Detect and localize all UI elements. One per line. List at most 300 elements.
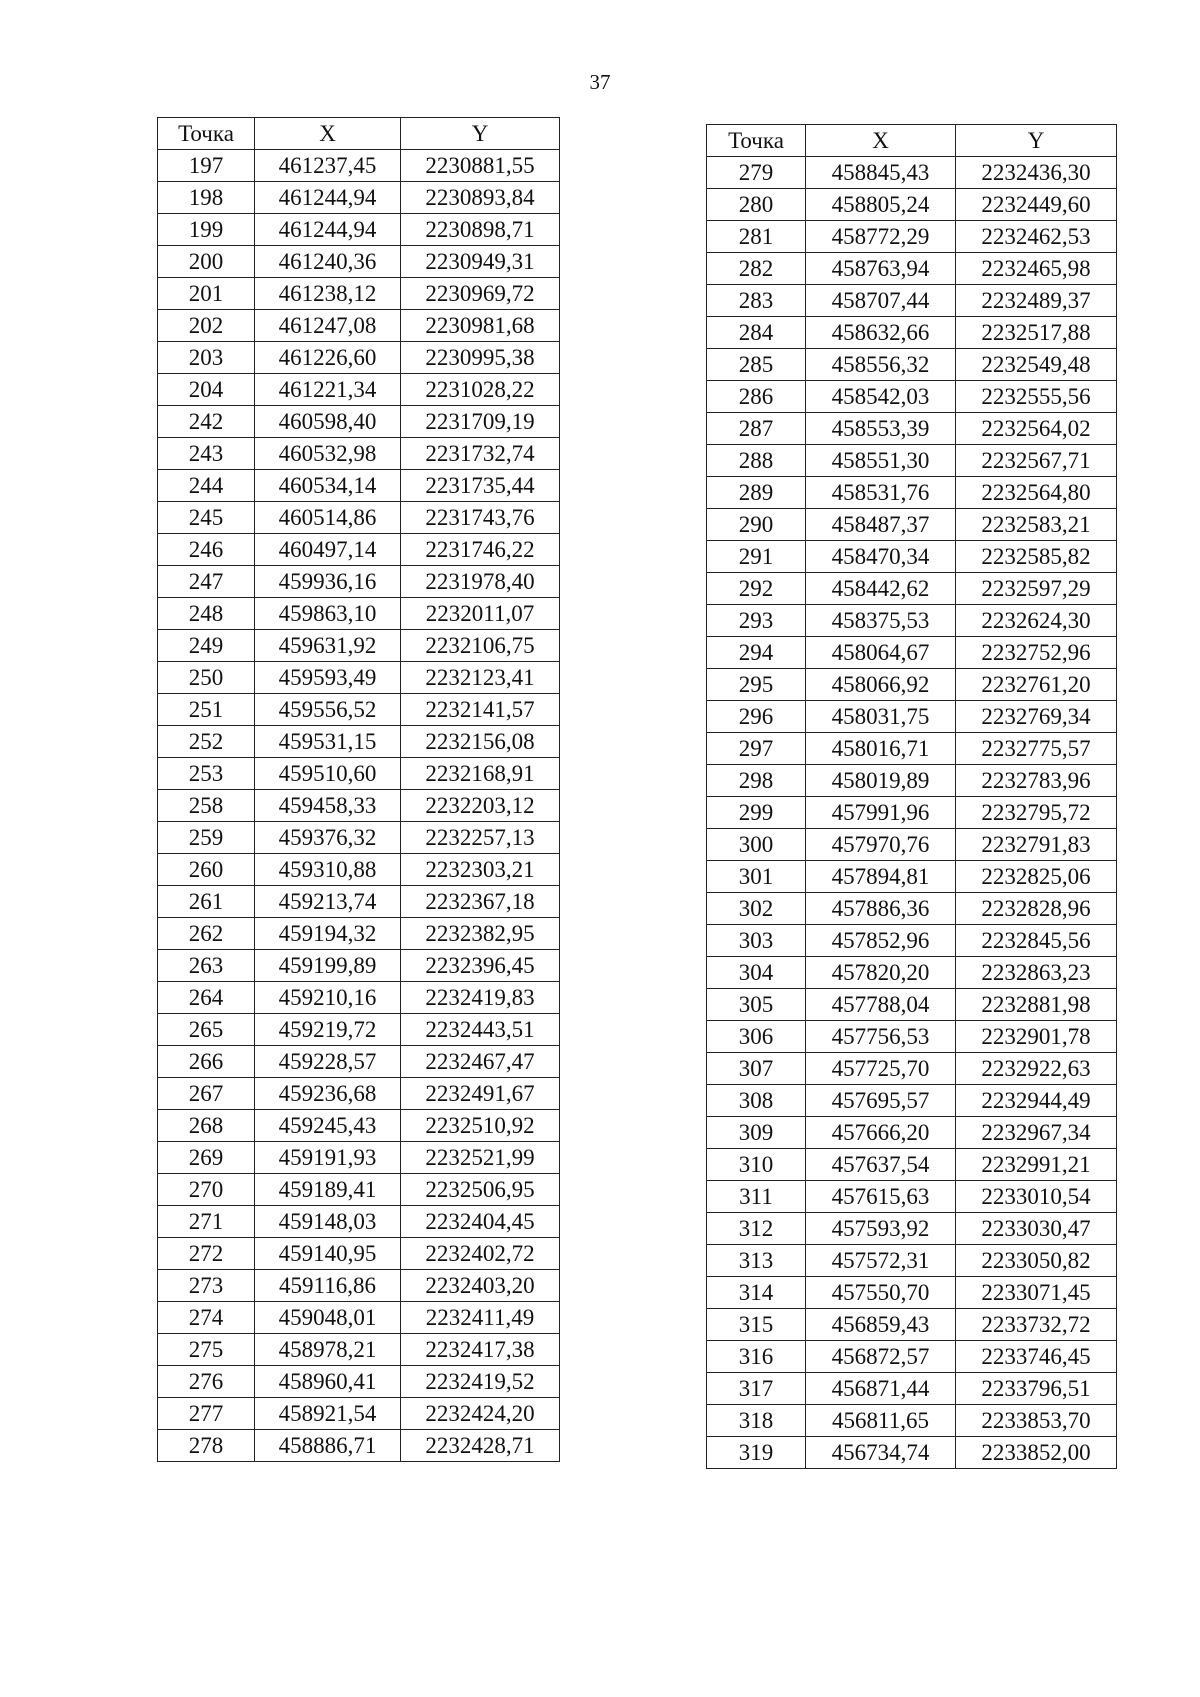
table-row bbox=[707, 1213, 1117, 1245]
cell-x: 457725,70 bbox=[806, 1053, 956, 1085]
cell-point: 200 bbox=[158, 246, 255, 278]
cell-y: 2233050,82 bbox=[956, 1245, 1117, 1277]
cell-x: 457991,96 bbox=[806, 797, 956, 829]
table-row bbox=[158, 278, 560, 310]
cell-x: 459236,68 bbox=[255, 1078, 401, 1110]
table-row bbox=[158, 1398, 560, 1430]
cell-point: 287 bbox=[707, 413, 806, 445]
cell-point: 261 bbox=[158, 886, 255, 918]
cell-point: 298 bbox=[707, 765, 806, 797]
cell-point: 289 bbox=[707, 477, 806, 509]
cell-y: 2232382,95 bbox=[401, 918, 560, 950]
cell-point: 244 bbox=[158, 470, 255, 502]
cell-y: 2232624,30 bbox=[956, 605, 1117, 637]
table-header-row bbox=[707, 125, 1117, 157]
cell-x: 459936,16 bbox=[255, 566, 401, 598]
cell-x: 456871,44 bbox=[806, 1373, 956, 1405]
cell-point: 293 bbox=[707, 605, 806, 637]
cell-x: 461240,36 bbox=[255, 246, 401, 278]
cell-y: 2232417,38 bbox=[401, 1334, 560, 1366]
table-row bbox=[158, 822, 560, 854]
table-row bbox=[707, 1309, 1117, 1341]
table-row bbox=[707, 701, 1117, 733]
cell-y: 2232419,52 bbox=[401, 1366, 560, 1398]
cell-point: 312 bbox=[707, 1213, 806, 1245]
cell-y: 2232303,21 bbox=[401, 854, 560, 886]
table-row bbox=[158, 374, 560, 406]
coordinates-table-right bbox=[706, 124, 1117, 1469]
cell-y: 2232585,82 bbox=[956, 541, 1117, 573]
cell-y: 2230995,38 bbox=[401, 342, 560, 374]
cell-point: 319 bbox=[707, 1437, 806, 1469]
cell-point: 249 bbox=[158, 630, 255, 662]
cell-y: 2232428,71 bbox=[401, 1430, 560, 1462]
cell-x: 458886,71 bbox=[255, 1430, 401, 1462]
cell-point: 277 bbox=[158, 1398, 255, 1430]
cell-y: 2232567,71 bbox=[956, 445, 1117, 477]
table-row bbox=[158, 1270, 560, 1302]
cell-point: 204 bbox=[158, 374, 255, 406]
cell-point: 300 bbox=[707, 829, 806, 861]
cell-point: 317 bbox=[707, 1373, 806, 1405]
cell-point: 309 bbox=[707, 1117, 806, 1149]
cell-y: 2232156,08 bbox=[401, 726, 560, 758]
cell-y: 2232597,29 bbox=[956, 573, 1117, 605]
table-row bbox=[707, 509, 1117, 541]
cell-y: 2232396,45 bbox=[401, 950, 560, 982]
column-header-point: Точка bbox=[158, 118, 255, 150]
column-header-y: Y bbox=[956, 125, 1117, 157]
cell-point: 271 bbox=[158, 1206, 255, 1238]
cell-x: 457886,36 bbox=[806, 893, 956, 925]
cell-x: 458066,92 bbox=[806, 669, 956, 701]
cell-point: 263 bbox=[158, 950, 255, 982]
cell-point: 282 bbox=[707, 253, 806, 285]
cell-y: 2230949,31 bbox=[401, 246, 560, 278]
table-row bbox=[158, 1078, 560, 1110]
cell-y: 2232881,98 bbox=[956, 989, 1117, 1021]
table-row bbox=[707, 221, 1117, 253]
cell-y: 2233796,51 bbox=[956, 1373, 1117, 1405]
cell-x: 459531,15 bbox=[255, 726, 401, 758]
table-row bbox=[707, 349, 1117, 381]
table-row bbox=[158, 598, 560, 630]
cell-y: 2232443,51 bbox=[401, 1014, 560, 1046]
table-row bbox=[158, 1174, 560, 1206]
cell-point: 304 bbox=[707, 957, 806, 989]
cell-point: 270 bbox=[158, 1174, 255, 1206]
table-row bbox=[158, 790, 560, 822]
cell-x: 458805,24 bbox=[806, 189, 956, 221]
cell-y: 2232203,12 bbox=[401, 790, 560, 822]
cell-x: 457695,57 bbox=[806, 1085, 956, 1117]
cell-x: 459191,93 bbox=[255, 1142, 401, 1174]
cell-point: 306 bbox=[707, 1021, 806, 1053]
cell-x: 458632,66 bbox=[806, 317, 956, 349]
table-row bbox=[158, 1046, 560, 1078]
cell-y: 2232106,75 bbox=[401, 630, 560, 662]
cell-y: 2231743,76 bbox=[401, 502, 560, 534]
cell-point: 198 bbox=[158, 182, 255, 214]
table-row bbox=[158, 758, 560, 790]
cell-y: 2231709,19 bbox=[401, 406, 560, 438]
cell-point: 288 bbox=[707, 445, 806, 477]
table-row bbox=[707, 573, 1117, 605]
cell-y: 2232411,49 bbox=[401, 1302, 560, 1334]
cell-x: 457593,92 bbox=[806, 1213, 956, 1245]
cell-x: 460598,40 bbox=[255, 406, 401, 438]
cell-point: 247 bbox=[158, 566, 255, 598]
cell-x: 459148,03 bbox=[255, 1206, 401, 1238]
table-row bbox=[707, 1277, 1117, 1309]
cell-x: 459310,88 bbox=[255, 854, 401, 886]
cell-point: 303 bbox=[707, 925, 806, 957]
table-row bbox=[158, 342, 560, 374]
cell-y: 2232141,57 bbox=[401, 694, 560, 726]
table-row bbox=[158, 630, 560, 662]
cell-y: 2232011,07 bbox=[401, 598, 560, 630]
cell-y: 2232761,20 bbox=[956, 669, 1117, 701]
cell-x: 458553,39 bbox=[806, 413, 956, 445]
cell-y: 2232465,98 bbox=[956, 253, 1117, 285]
coordinates-table-left bbox=[157, 117, 560, 1462]
table-row bbox=[158, 1014, 560, 1046]
cell-point: 242 bbox=[158, 406, 255, 438]
cell-x: 458031,75 bbox=[806, 701, 956, 733]
cell-point: 291 bbox=[707, 541, 806, 573]
cell-point: 285 bbox=[707, 349, 806, 381]
cell-x: 458442,62 bbox=[806, 573, 956, 605]
cell-point: 197 bbox=[158, 150, 255, 182]
table-row bbox=[158, 534, 560, 566]
cell-y: 2232828,96 bbox=[956, 893, 1117, 925]
table-row bbox=[707, 285, 1117, 317]
cell-y: 2233853,70 bbox=[956, 1405, 1117, 1437]
cell-point: 305 bbox=[707, 989, 806, 1021]
cell-x: 458016,71 bbox=[806, 733, 956, 765]
cell-y: 2230881,55 bbox=[401, 150, 560, 182]
table-row bbox=[707, 541, 1117, 573]
cell-y: 2231978,40 bbox=[401, 566, 560, 598]
table-row bbox=[707, 989, 1117, 1021]
page-number: 37 bbox=[589, 70, 611, 94]
cell-x: 458707,44 bbox=[806, 285, 956, 317]
cell-x: 459219,72 bbox=[255, 1014, 401, 1046]
cell-y: 2232775,57 bbox=[956, 733, 1117, 765]
cell-point: 316 bbox=[707, 1341, 806, 1373]
cell-y: 2233746,45 bbox=[956, 1341, 1117, 1373]
cell-x: 461226,60 bbox=[255, 342, 401, 374]
cell-point: 253 bbox=[158, 758, 255, 790]
cell-x: 461221,34 bbox=[255, 374, 401, 406]
table-row bbox=[158, 470, 560, 502]
cell-y: 2232168,91 bbox=[401, 758, 560, 790]
cell-y: 2232462,53 bbox=[956, 221, 1117, 253]
table-row bbox=[158, 438, 560, 470]
cell-y: 2232564,02 bbox=[956, 413, 1117, 445]
cell-y: 2232510,92 bbox=[401, 1110, 560, 1142]
cell-x: 460534,14 bbox=[255, 470, 401, 502]
table-row bbox=[707, 1373, 1117, 1405]
cell-y: 2233732,72 bbox=[956, 1309, 1117, 1341]
table-row bbox=[158, 1238, 560, 1270]
cell-y: 2230893,84 bbox=[401, 182, 560, 214]
cell-point: 246 bbox=[158, 534, 255, 566]
cell-x: 459245,43 bbox=[255, 1110, 401, 1142]
table-row bbox=[158, 694, 560, 726]
cell-x: 457852,96 bbox=[806, 925, 956, 957]
cell-y: 2231746,22 bbox=[401, 534, 560, 566]
cell-x: 459631,92 bbox=[255, 630, 401, 662]
cell-y: 2232489,37 bbox=[956, 285, 1117, 317]
cell-x: 458551,30 bbox=[806, 445, 956, 477]
cell-point: 278 bbox=[158, 1430, 255, 1462]
table-row bbox=[707, 861, 1117, 893]
cell-point: 272 bbox=[158, 1238, 255, 1270]
table-row bbox=[158, 246, 560, 278]
cell-x: 459210,16 bbox=[255, 982, 401, 1014]
cell-point: 262 bbox=[158, 918, 255, 950]
cell-y: 2232555,56 bbox=[956, 381, 1117, 413]
cell-y: 2232783,96 bbox=[956, 765, 1117, 797]
cell-x: 459194,32 bbox=[255, 918, 401, 950]
cell-x: 458960,41 bbox=[255, 1366, 401, 1398]
cell-point: 252 bbox=[158, 726, 255, 758]
cell-point: 307 bbox=[707, 1053, 806, 1085]
cell-y: 2232521,99 bbox=[401, 1142, 560, 1174]
table-header-row bbox=[158, 118, 560, 150]
cell-x: 459863,10 bbox=[255, 598, 401, 630]
cell-y: 2232402,72 bbox=[401, 1238, 560, 1270]
table-row bbox=[158, 1142, 560, 1174]
cell-y: 2232506,95 bbox=[401, 1174, 560, 1206]
cell-point: 265 bbox=[158, 1014, 255, 1046]
table-row bbox=[158, 502, 560, 534]
cell-x: 458542,03 bbox=[806, 381, 956, 413]
cell-x: 459228,57 bbox=[255, 1046, 401, 1078]
table-row bbox=[707, 1117, 1117, 1149]
table-row bbox=[158, 886, 560, 918]
cell-y: 2232467,47 bbox=[401, 1046, 560, 1078]
cell-x: 458978,21 bbox=[255, 1334, 401, 1366]
cell-x: 461244,94 bbox=[255, 214, 401, 246]
cell-point: 315 bbox=[707, 1309, 806, 1341]
table-row bbox=[158, 950, 560, 982]
cell-x: 458470,34 bbox=[806, 541, 956, 573]
cell-point: 292 bbox=[707, 573, 806, 605]
table-row bbox=[707, 317, 1117, 349]
cell-y: 2230981,68 bbox=[401, 310, 560, 342]
cell-x: 457572,31 bbox=[806, 1245, 956, 1277]
cell-point: 311 bbox=[707, 1181, 806, 1213]
cell-x: 458019,89 bbox=[806, 765, 956, 797]
cell-x: 459458,33 bbox=[255, 790, 401, 822]
cell-point: 318 bbox=[707, 1405, 806, 1437]
cell-point: 199 bbox=[158, 214, 255, 246]
cell-y: 2231028,22 bbox=[401, 374, 560, 406]
cell-x: 459556,52 bbox=[255, 694, 401, 726]
cell-point: 299 bbox=[707, 797, 806, 829]
cell-point: 201 bbox=[158, 278, 255, 310]
cell-x: 456859,43 bbox=[806, 1309, 956, 1341]
cell-point: 297 bbox=[707, 733, 806, 765]
table-row bbox=[707, 1245, 1117, 1277]
table-row bbox=[707, 605, 1117, 637]
cell-point: 268 bbox=[158, 1110, 255, 1142]
cell-x: 456811,65 bbox=[806, 1405, 956, 1437]
cell-y: 2232791,83 bbox=[956, 829, 1117, 861]
table-row bbox=[707, 829, 1117, 861]
cell-point: 294 bbox=[707, 637, 806, 669]
cell-x: 457820,20 bbox=[806, 957, 956, 989]
table-row bbox=[158, 662, 560, 694]
table-row bbox=[707, 189, 1117, 221]
cell-x: 457615,63 bbox=[806, 1181, 956, 1213]
cell-y: 2232991,21 bbox=[956, 1149, 1117, 1181]
cell-x: 457756,53 bbox=[806, 1021, 956, 1053]
table-row bbox=[707, 1149, 1117, 1181]
cell-y: 2232419,83 bbox=[401, 982, 560, 1014]
table-row bbox=[707, 1085, 1117, 1117]
table-row bbox=[158, 150, 560, 182]
cell-x: 459199,89 bbox=[255, 950, 401, 982]
cell-x: 459510,60 bbox=[255, 758, 401, 790]
cell-y: 2230969,72 bbox=[401, 278, 560, 310]
table-row bbox=[707, 925, 1117, 957]
table-row bbox=[158, 726, 560, 758]
table-row bbox=[707, 1181, 1117, 1213]
cell-x: 458772,29 bbox=[806, 221, 956, 253]
cell-x: 458531,76 bbox=[806, 477, 956, 509]
table-row bbox=[158, 1334, 560, 1366]
cell-y: 2232404,45 bbox=[401, 1206, 560, 1238]
cell-x: 459376,32 bbox=[255, 822, 401, 854]
cell-x: 458375,53 bbox=[806, 605, 956, 637]
column-header-y: Y bbox=[401, 118, 560, 150]
table-row bbox=[158, 566, 560, 598]
table-row bbox=[707, 765, 1117, 797]
cell-y: 2232449,60 bbox=[956, 189, 1117, 221]
cell-y: 2232517,88 bbox=[956, 317, 1117, 349]
table-row bbox=[707, 477, 1117, 509]
cell-y: 2232845,56 bbox=[956, 925, 1117, 957]
cell-point: 260 bbox=[158, 854, 255, 886]
cell-y: 2232123,41 bbox=[401, 662, 560, 694]
table-row bbox=[707, 637, 1117, 669]
cell-point: 258 bbox=[158, 790, 255, 822]
column-header-x: X bbox=[806, 125, 956, 157]
cell-point: 295 bbox=[707, 669, 806, 701]
cell-point: 248 bbox=[158, 598, 255, 630]
cell-point: 310 bbox=[707, 1149, 806, 1181]
cell-y: 2233030,47 bbox=[956, 1213, 1117, 1245]
cell-x: 461244,94 bbox=[255, 182, 401, 214]
cell-x: 460532,98 bbox=[255, 438, 401, 470]
cell-y: 2232825,06 bbox=[956, 861, 1117, 893]
table-row bbox=[707, 381, 1117, 413]
cell-x: 456734,74 bbox=[806, 1437, 956, 1469]
cell-y: 2232549,48 bbox=[956, 349, 1117, 381]
cell-x: 458845,43 bbox=[806, 157, 956, 189]
cell-y: 2232564,80 bbox=[956, 477, 1117, 509]
cell-point: 301 bbox=[707, 861, 806, 893]
cell-x: 461237,45 bbox=[255, 150, 401, 182]
cell-point: 250 bbox=[158, 662, 255, 694]
cell-x: 457550,70 bbox=[806, 1277, 956, 1309]
cell-point: 273 bbox=[158, 1270, 255, 1302]
table-row bbox=[707, 1437, 1117, 1469]
cell-y: 2232967,34 bbox=[956, 1117, 1117, 1149]
table-row bbox=[707, 413, 1117, 445]
cell-point: 264 bbox=[158, 982, 255, 1014]
cell-point: 275 bbox=[158, 1334, 255, 1366]
cell-x: 456872,57 bbox=[806, 1341, 956, 1373]
table-row bbox=[158, 1206, 560, 1238]
table-row bbox=[707, 797, 1117, 829]
cell-point: 280 bbox=[707, 189, 806, 221]
cell-point: 296 bbox=[707, 701, 806, 733]
cell-x: 459116,86 bbox=[255, 1270, 401, 1302]
table-row bbox=[158, 1366, 560, 1398]
table-row bbox=[158, 918, 560, 950]
table-row bbox=[707, 1053, 1117, 1085]
cell-point: 266 bbox=[158, 1046, 255, 1078]
cell-point: 259 bbox=[158, 822, 255, 854]
cell-y: 2231735,44 bbox=[401, 470, 560, 502]
cell-point: 279 bbox=[707, 157, 806, 189]
cell-point: 302 bbox=[707, 893, 806, 925]
cell-x: 459140,95 bbox=[255, 1238, 401, 1270]
table-row bbox=[707, 157, 1117, 189]
cell-point: 274 bbox=[158, 1302, 255, 1334]
table-row bbox=[707, 893, 1117, 925]
cell-y: 2230898,71 bbox=[401, 214, 560, 246]
cell-x: 458763,94 bbox=[806, 253, 956, 285]
cell-y: 2232769,34 bbox=[956, 701, 1117, 733]
cell-point: 245 bbox=[158, 502, 255, 534]
cell-point: 269 bbox=[158, 1142, 255, 1174]
cell-x: 461238,12 bbox=[255, 278, 401, 310]
table-row bbox=[158, 982, 560, 1014]
cell-x: 459213,74 bbox=[255, 886, 401, 918]
table-row bbox=[158, 406, 560, 438]
cell-y: 2232863,23 bbox=[956, 957, 1117, 989]
cell-y: 2232491,67 bbox=[401, 1078, 560, 1110]
cell-y: 2232403,20 bbox=[401, 1270, 560, 1302]
cell-point: 314 bbox=[707, 1277, 806, 1309]
cell-x: 459048,01 bbox=[255, 1302, 401, 1334]
table-row bbox=[707, 733, 1117, 765]
table-row bbox=[158, 182, 560, 214]
table-row bbox=[707, 1341, 1117, 1373]
cell-point: 202 bbox=[158, 310, 255, 342]
table-row bbox=[158, 1302, 560, 1334]
cell-point: 290 bbox=[707, 509, 806, 541]
table-row bbox=[707, 1405, 1117, 1437]
cell-y: 2233852,00 bbox=[956, 1437, 1117, 1469]
cell-x: 460497,14 bbox=[255, 534, 401, 566]
cell-point: 286 bbox=[707, 381, 806, 413]
cell-y: 2232901,78 bbox=[956, 1021, 1117, 1053]
cell-x: 458921,54 bbox=[255, 1398, 401, 1430]
cell-y: 2233010,54 bbox=[956, 1181, 1117, 1213]
table-row bbox=[158, 1110, 560, 1142]
column-header-x: X bbox=[255, 118, 401, 150]
cell-y: 2232257,13 bbox=[401, 822, 560, 854]
cell-y: 2231732,74 bbox=[401, 438, 560, 470]
cell-point: 308 bbox=[707, 1085, 806, 1117]
cell-x: 457970,76 bbox=[806, 829, 956, 861]
